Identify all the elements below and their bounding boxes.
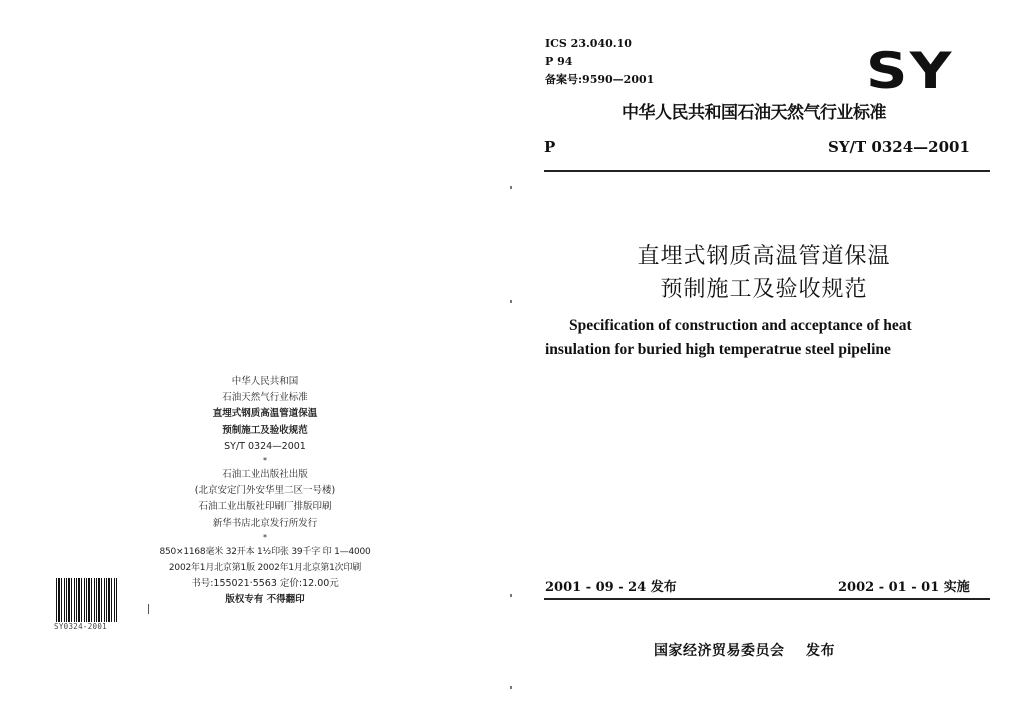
colophon-address: (北京安定门外安华里二区一号楼) — [194, 485, 336, 497]
left-page-colophon — [0, 0, 510, 724]
issue-date: 2001 - 09 - 24 发布 — [545, 580, 677, 595]
title-chinese-line1: 直埋式钢质高温管道保温 — [637, 244, 891, 269]
colophon-distributor: 新华书店北京发行所发行 — [212, 517, 318, 529]
colophon-block — [150, 374, 380, 609]
title-chinese — [540, 240, 988, 306]
colophon-publisher: 石油工业出版社出版 — [222, 469, 308, 481]
colophon-country: 中华人民共和国 — [231, 376, 299, 387]
colophon-title-line1: 直埋式钢质高温管道保温 — [212, 408, 318, 420]
colophon-standard-number: SY/T 0324—2001 — [224, 440, 306, 452]
barcode-number: SY0324-2001 — [54, 622, 107, 631]
margin-mark — [148, 604, 149, 614]
colophon-separator: * — [263, 456, 267, 466]
title-chinese-line2: 预制施工及验收规范 — [660, 277, 868, 302]
sy-logo: SY — [866, 42, 954, 100]
divider-top — [544, 170, 990, 172]
standard-number: SY/T 0324—2001 — [828, 138, 970, 156]
title-english — [545, 314, 945, 362]
colophon-printer: 石油工业出版社印刷厂排版印刷 — [198, 501, 332, 513]
standard-category: 中华人民共和国石油天然气行业标准 — [622, 103, 886, 123]
divider-bottom — [544, 598, 990, 600]
barcode — [56, 578, 118, 622]
standard-metadata — [545, 35, 654, 89]
classification-letter: P — [544, 138, 556, 156]
ics-code: ICS 23.040.10 — [545, 37, 632, 50]
colophon-category: 石油天然气行业标准 — [222, 392, 308, 404]
colophon-book-number: 书号:155021·5563 定价:12.00元 — [191, 578, 339, 590]
title-english-line2: insulation for buried high temperatrue steel pipeline — [545, 341, 891, 358]
colophon-separator: * — [263, 532, 267, 542]
colophon-edition: 2002年1月北京第1版 2002年1月北京第1次印刷 — [168, 563, 362, 574]
colophon-copyright: 版权专有 不得翻印 — [225, 594, 305, 606]
record-number: 备案号:9590—2001 — [545, 73, 655, 86]
colophon-format: 850×1168毫米 32开本 1½印张 39千字 印 1—4000 — [159, 546, 371, 557]
title-english-line1: Specification of construction and acceptance of heat — [569, 317, 912, 334]
colophon-title-line2: 预制施工及验收规范 — [222, 424, 308, 436]
implementation-date: 2002 - 01 - 01 实施 — [838, 580, 970, 595]
issuing-authority: 国家经济贸易委员会 发布 — [654, 643, 835, 659]
class-code: P 94 — [545, 55, 573, 68]
